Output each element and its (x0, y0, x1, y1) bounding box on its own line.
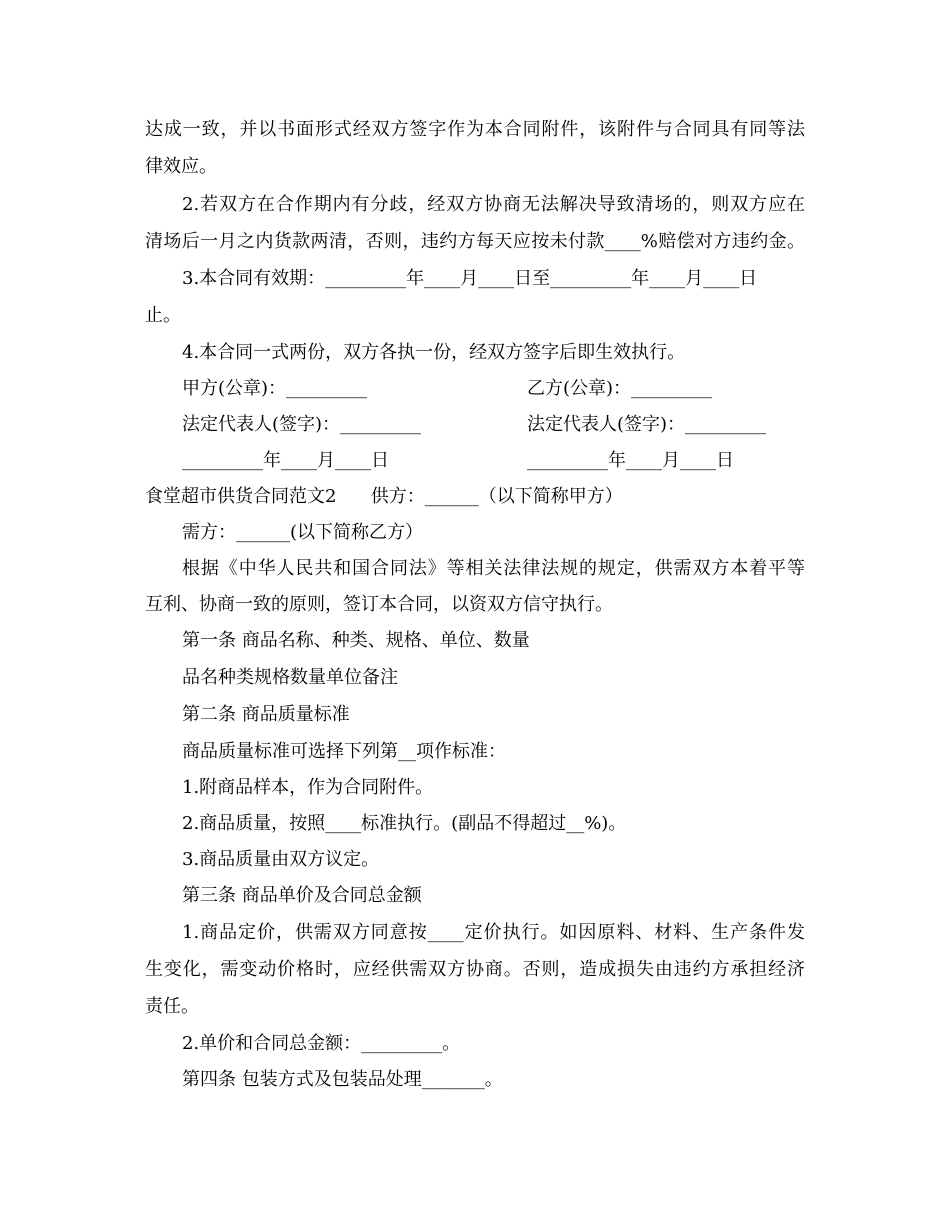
text-line: 2.若双方在合作期内有分歧，经双方协商无法解决导致清场的，则双方应在 (182, 194, 805, 215)
party-a-seal: 甲方(公章)：_________ (182, 378, 368, 399)
party-a-date: _________年____月____日 (182, 450, 389, 471)
text-line: 需方：______(以下简称乙方） (182, 522, 424, 543)
text-line: 2.商品质量，按照____标准执行。(副品不得超过__%)。 (182, 813, 627, 834)
text-line: 品名种类规格数量单位备注 (182, 667, 398, 688)
party-b-date: _________年____月____日 (527, 450, 734, 471)
text-line: 3.商品质量由双方议定。 (182, 849, 380, 870)
text-line: 3.本合同有效期：_________年____月____日至_________年____月____日 (182, 268, 758, 289)
article-heading: 第二条 商品质量标准 (182, 704, 350, 725)
text-line: 1.附商品样本，作为合同附件。 (182, 777, 434, 798)
text-line: 根据《中华人民共和国合同法》等相关法律法规的规定，供需双方本着平等 (182, 558, 805, 579)
party-b-representative: 法定代表人(签字)：_________ (527, 414, 767, 435)
text-line: 生变化，需变动价格时，应经供需双方协商。否则，造成损失由违约方承担经济 (145, 959, 805, 980)
text-line: 互利、协商一致的原则，签订本合同，以资双方信守执行。 (145, 594, 613, 615)
text-line: 商品质量标准可选择下列第__项作标准： (182, 741, 506, 762)
article-heading: 第一条 商品名称、种类、规格、单位、数量 (182, 630, 530, 651)
article-heading: 第三条 商品单价及合同总金额 (182, 885, 422, 906)
section-title: 食堂超市供货合同范文2 供方：______（以下简称甲方） (145, 486, 623, 507)
text-line: 4.本合同一式两份，双方各执一份，经双方签字后即生效执行。 (182, 342, 686, 363)
text-line: 责任。 (145, 996, 199, 1017)
party-a-representative: 法定代表人(签字)：_________ (182, 414, 422, 435)
text-line: 清场后一月之内货款两清，否则，违约方每天应按未付款____%赔偿对方违约金。 (145, 231, 805, 252)
text-line: 止。 (145, 305, 181, 326)
text-line: 律效应。 (145, 156, 217, 177)
text-line: 1.商品定价，供需双方同意按____定价执行。如因原料、材料、生产条件发 (182, 922, 805, 943)
text-line: 达成一致，并以书面形式经双方签字作为本合同附件，该附件与合同具有同等法 (145, 119, 805, 140)
party-b-seal: 乙方(公章)：_________ (527, 378, 713, 399)
text-line: 2.单价和合同总金额：_________。 (182, 1033, 461, 1054)
article-heading: 第四条 包装方式及包装品处理_______。 (182, 1069, 503, 1090)
